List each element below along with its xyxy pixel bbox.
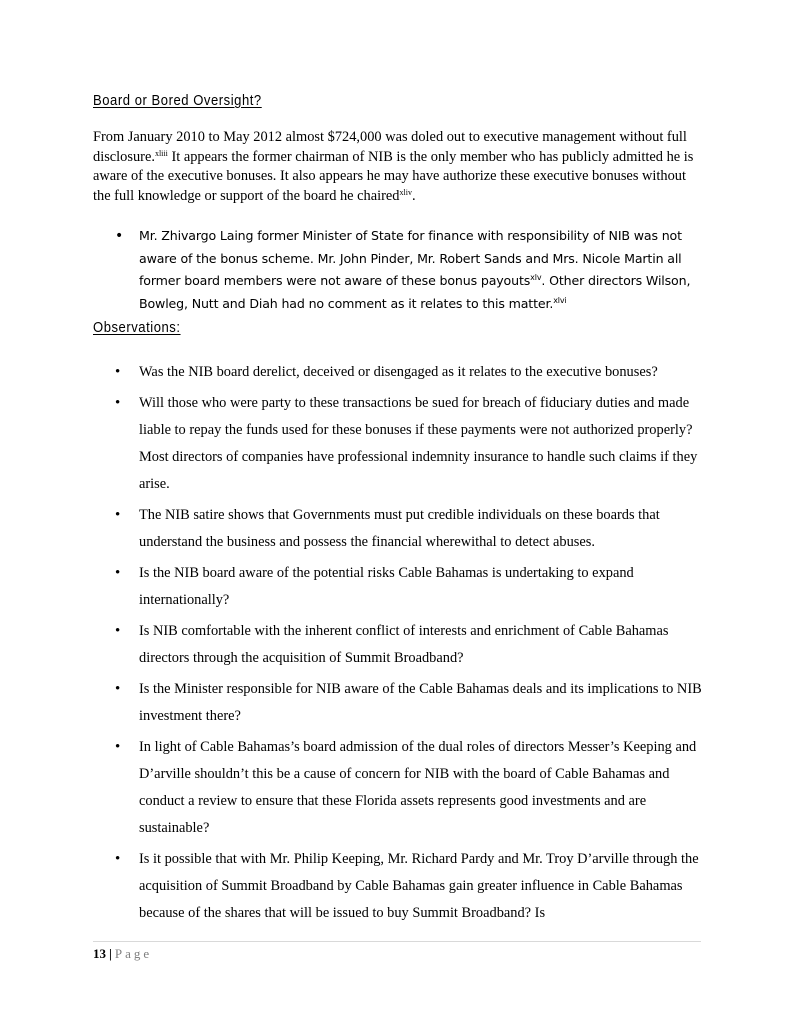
bullet-icon: • bbox=[115, 739, 121, 755]
endnote-ref: xliii bbox=[154, 148, 168, 158]
list-item-text: The NIB satire shows that Governments must put credible individuals on these boards that understand the business and possess the financial wherewithal to detect abuses. bbox=[139, 507, 660, 550]
bullet-icon: • bbox=[115, 228, 124, 244]
page-footer bbox=[93, 945, 152, 963]
list-item-text: Mr. Zhivargo Laing former Minister of State for finance with responsibility of NIB was not aware of the bonus scheme. Mr. John Pinder, Mr. Robert Sands and Mrs. Nicole Martin all former board members were not aware of these bonus payouts bbox=[139, 228, 682, 288]
footer-separator: | bbox=[109, 946, 112, 961]
list-item-text: Is the Minister responsible for NIB aware of the Cable Bahamas deals and its implications to NIB investment there? bbox=[139, 681, 702, 724]
paragraph-text: . bbox=[411, 187, 416, 204]
bullet-icon: • bbox=[115, 623, 121, 639]
list-item bbox=[93, 225, 703, 315]
list-item-text: Was the NIB board derelict, deceived or disengaged as it relates to the executive bonuses? bbox=[139, 364, 658, 380]
bullet-icon: • bbox=[115, 681, 121, 697]
intro-paragraph bbox=[93, 128, 703, 206]
endnote-ref: xlv bbox=[530, 273, 542, 282]
list-item bbox=[93, 676, 703, 730]
list-item bbox=[93, 560, 703, 614]
paragraph-text: It appears the former chairman of NIB is the only member who has publicly admitted he is aware of the executive bonuses. It also appears he may have authorize these executive bonuses without the full knowledge or support of the board he chaired bbox=[93, 148, 694, 204]
list-item bbox=[93, 502, 703, 556]
footer-divider bbox=[93, 941, 701, 942]
list-item-text: . Other directors Wilson, Bowleg, Nutt and Diah had no comment as it relates to this matter. bbox=[139, 273, 691, 311]
list-item bbox=[93, 846, 703, 927]
board-members-list bbox=[93, 225, 703, 315]
list-item-text: Is NIB comfortable with the inherent conflict of interests and enrichment of Cable Bahamas directors through the acquisition of Summit Broadband? bbox=[139, 623, 669, 666]
list-item-text: In light of Cable Bahamas’s board admission of the dual roles of directors Messer’s Keeping and D’arville shouldn’t this be a cause of concern for NIB with the board of Cable Bahamas and conduct a review to ensure that these Florida assets represents good investments and are sustainable? bbox=[139, 739, 697, 836]
list-item-text: Is the NIB board aware of the potential risks Cable Bahamas is undertaking to expand internationally? bbox=[139, 565, 634, 608]
bullet-icon: • bbox=[115, 851, 121, 867]
bullet-icon: • bbox=[115, 395, 121, 411]
list-item bbox=[93, 734, 703, 842]
bullet-icon: • bbox=[115, 565, 121, 581]
page-label: Page bbox=[114, 946, 153, 961]
list-item bbox=[93, 390, 703, 498]
section-heading-observations: Observations: bbox=[93, 320, 181, 336]
list-item-text: Will those who were party to these transactions be sued for breach of fiduciary duties and made liable to repay the funds used for these bonuses if these payments were not authorized properly? Most directors of companies have professional indemnity insurance to handle such claims if they arise. bbox=[139, 395, 698, 492]
bullet-icon: • bbox=[115, 507, 121, 523]
bullet-icon: • bbox=[115, 364, 121, 380]
paragraph-text: From January 2010 to May 2012 almost $724,000 was doled out to executive management without full disclosure. bbox=[93, 129, 687, 165]
section-heading-board-oversight: Board or Bored Oversight? bbox=[93, 93, 262, 109]
page-number: 13 bbox=[93, 946, 106, 961]
endnote-ref: xlvi bbox=[553, 295, 567, 305]
observations-list bbox=[93, 359, 703, 931]
endnote-ref: xliv bbox=[399, 187, 412, 197]
list-item bbox=[93, 359, 703, 386]
list-item bbox=[93, 618, 703, 672]
list-item-text: Is it possible that with Mr. Philip Keeping, Mr. Richard Pardy and Mr. Troy D’arville through the acquisition of Summit Broadband by Cable Bahamas gain greater influence in Cable Bahamas because of the shares that will be issued to buy Summit Broadband? Is bbox=[139, 851, 699, 921]
